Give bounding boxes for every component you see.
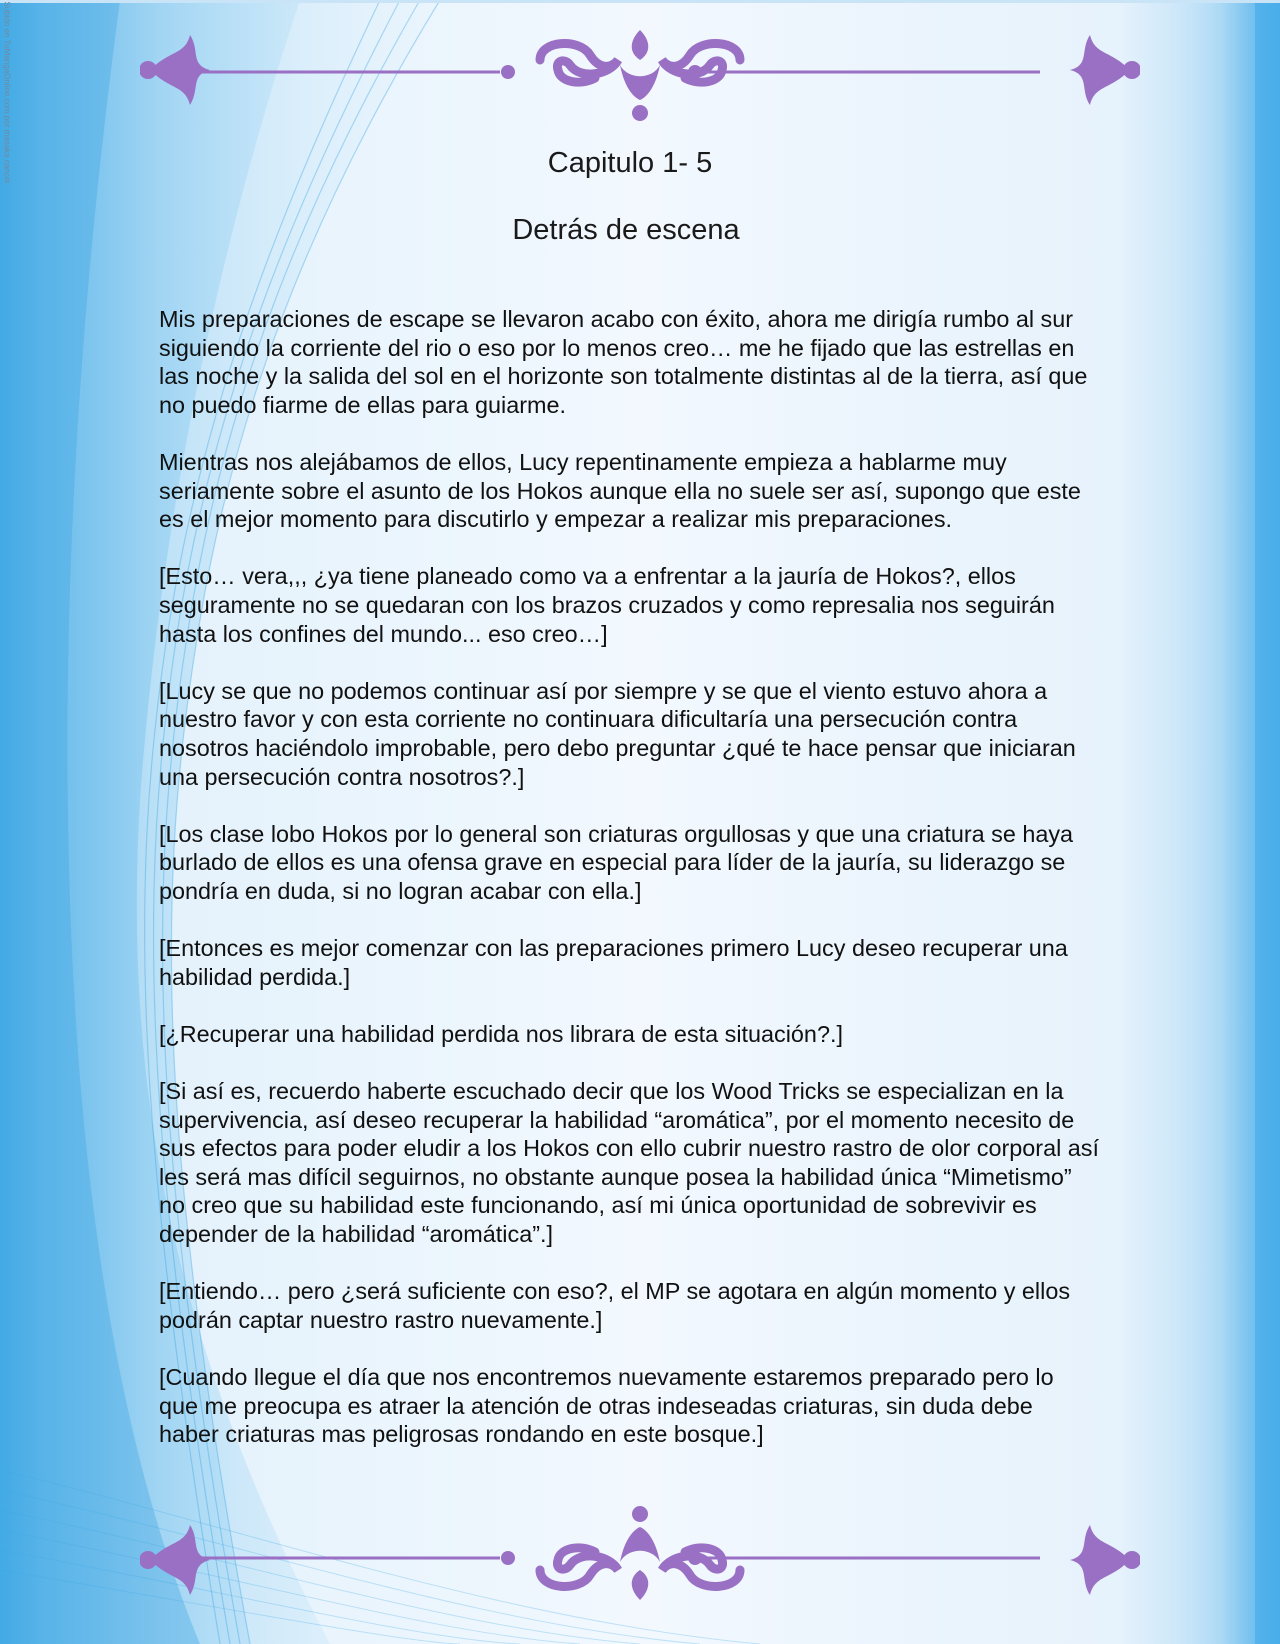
chapter-title: Capitulo 1- 5 [547,147,713,179]
paragraph: Mis preparaciones de escape se llevaron acabo con éxito, ahora me dirigía rumbo al sur siguiendo la corriente del rio o eso por lo menos creo… me he fijado que las estrellas en las noche y la salida del sol en el horizonte son totalmente distintas al de la tierra, así que no puedo fiarme de ellas para guiarme. [159,306,1088,418]
bottom-ornament-divider [140,1500,1140,1610]
paragraph: [Entonces es mejor comenzar con las preparaciones primero Lucy deseo recuperar una habilidad perdida.] [159,935,1068,990]
paragraph: [Lucy se que no podemos continuar así por siempre y se que el viento estuvo ahora a nuestro favor y con esta corriente no continuara dificultaría una persecución contra nosotros haciéndolo improbable, pero debo preguntar ¿qué te hace pensar que iniciaran una persecución contra nosotros?.] [159,677,1076,790]
paragraph: [Si así es, recuerdo haberte escuchado decir que los Wood Tricks se especializan en la supervivencia, así deseo recuperar la habilidad “aromática”, por el momento necesito de sus efectos para poder eludir a los Hokos con ello cubrir nuestro rastro de olor corporal así les será mas difícil seguirnos, no obstante aunque posea la habilidad única “Mimetismo” no creo que su habilidad este funcionando, así mi única oportunidad de sobrevivir es depender de la habilidad “aromática”.] [159,1078,1099,1247]
chapter-subtitle: Detrás de escena [512,214,740,246]
story-body [159,305,1099,1477]
paragraph: [Los clase lobo Hokos por lo general son criaturas orgullosas y que una criatura se haya burlado de ellos es una ofensa grave en especial para líder de la jauría, su liderazgo se pondría en duda, si no logran acabar con ella.] [159,820,1074,904]
paragraph: [Entiendo… pero ¿será suficiente con eso?, el MP se agotara en algún momento y ellos podrán captar nuestro rastro nuevamente.] [159,1278,1071,1333]
paragraph: [Cuando llegue el día que nos encontremos nuevamente estaremos preparado pero lo que me preocupa es atraer la atención de otras indeseadas criaturas, sin duda debe haber criaturas mas peligrosas rondando en este bosque.] [159,1363,1054,1448]
paragraph: [¿Recuperar una habilidad perdida nos librara de esta situación?.] [159,1020,843,1047]
top-ornament-divider [140,20,1140,130]
side-watermark-text: Subido en TuMangaOnline.com por masaka cancel [2,1,12,183]
paragraph: Mientras nos alejábamos de ellos, Lucy repentinamente empieza a hablarme muy seriamente sobre el asunto de los Hokos aunque ella no suele ser así, supongo que este es el mejor momento para discutirlo y empezar a realizar mis preparaciones. [159,448,1081,533]
paragraph: [Esto… vera,,, ¿ya tiene planeado como va a enfrentar a la jauría de Hokos?, ellos seguramente no se quedaran con los brazos cruzados y como represalia nos seguirán hasta los confines del mundo... eso creo…] [159,563,1055,647]
